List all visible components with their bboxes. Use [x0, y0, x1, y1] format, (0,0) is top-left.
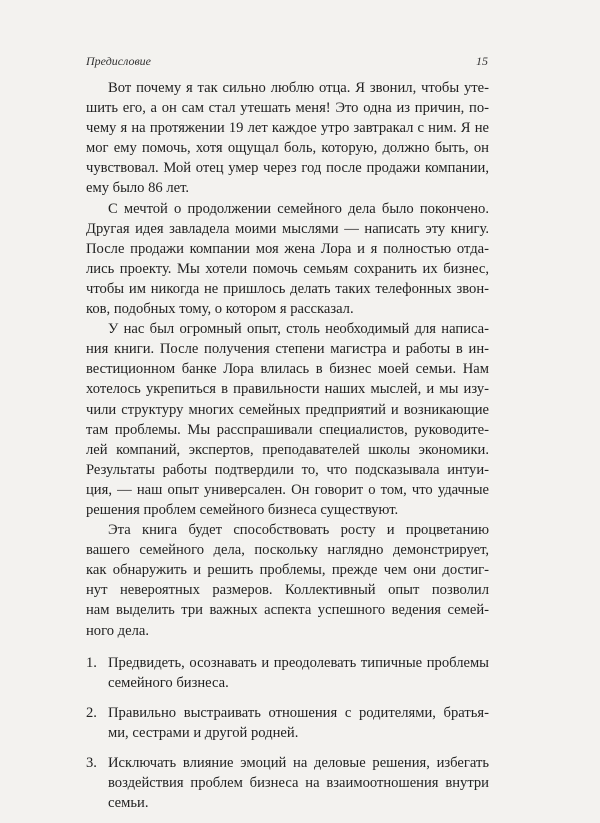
text-line: чтобы им никогда не пришлось делать таких телефонных звон-	[86, 280, 489, 297]
text-line: Вот почему я так сильно люблю отца. Я звонил, чтобы уте-	[108, 80, 489, 96]
text-line: решения проблем семейного бизнеса существуют.	[86, 501, 399, 518]
list-number: 1.	[86, 654, 97, 671]
text-line: ния книги. После получения степени магистра и работы в ин-	[86, 341, 489, 358]
list-item-line: Исключать влияние эмоций на деловые решения, избегать	[108, 755, 489, 771]
paragraphs	[86, 78, 489, 641]
text-line: ему было 86 лет.	[86, 180, 190, 197]
paragraph	[86, 199, 489, 320]
section-title: Предисловие	[86, 54, 152, 68]
list-item-line: воздействия проблем бизнеса на взаимоотношения внутри	[108, 775, 489, 792]
text-line: Эта книга будет способствовать росту и процветанию	[108, 522, 489, 539]
list-item	[86, 703, 489, 743]
paragraph	[86, 78, 489, 199]
list-number: 3.	[86, 755, 97, 771]
paragraph	[86, 319, 489, 520]
list-item	[86, 753, 489, 813]
page-number: 15	[476, 54, 488, 68]
text-line: ков, подобных тому, о котором я рассказал.	[86, 301, 354, 318]
text-line: лись проекту. Мы хотели помочь семьям сохранить их бизнес,	[86, 260, 489, 277]
text-line: чувствовал. Мой отец умер через год после продажи компании,	[86, 160, 489, 177]
text-line: чему я на протяжении 19 лет каждое утро завтракал с ним. Я не	[86, 120, 489, 137]
page-body	[86, 78, 489, 823]
list-item-line: ми, сестрами и другой родней.	[108, 724, 299, 741]
text-line: хотелось укрепиться в правильности наших мыслей, и мы изу-	[86, 381, 489, 398]
list-item	[86, 653, 489, 693]
text-line: шить его, а он сам стал утешать меня! Это одна из причин, по-	[86, 100, 489, 117]
numbered-list	[86, 653, 489, 814]
list-number: 2.	[86, 704, 97, 721]
text-line: ция, — наш опыт универсален. Он говорит о том, что удачные	[86, 481, 489, 498]
text-line: лей компаний, экспертов, преподавателей школы экономики.	[86, 441, 489, 458]
text-line: там проблемы. Мы расспрашивали специалистов, руководите-	[86, 421, 489, 438]
text-line: нам выделить три важных аспекта успешного ведения семей-	[86, 602, 489, 619]
text-line: Другая идея завладела моими мыслями — написать эту книгу.	[86, 220, 489, 237]
text-line: как обнаружить и решить проблемы, прежде чем они достиг-	[86, 562, 489, 579]
running-header	[86, 54, 488, 69]
text-line: У нас был огромный опыт, столь необходимый для написа-	[108, 321, 489, 338]
paragraph	[86, 520, 489, 641]
text-line: чили структуру многих семейных предприятий и возникающие	[86, 401, 489, 418]
list-item-line: Правильно выстраивать отношения с родителями, братья-	[108, 704, 489, 721]
text-line: нут невероятных размеров. Коллективный опыт позволил	[86, 582, 489, 599]
text-line: С мечтой о продолжении семейного дела было покончено.	[108, 200, 489, 217]
text-line: вашего семейного дела, поскольку наглядно демонстрирует,	[86, 542, 489, 559]
text-line: ного дела.	[86, 622, 149, 639]
text-line: мог ему помочь, хотя ощущал боль, которую, должно быть, он	[86, 140, 489, 157]
list-item-line: семейного бизнеса.	[108, 674, 229, 691]
list-item-line: Предвидеть, осознавать и преодолевать типичные проблемы	[108, 654, 489, 671]
text-line: вестиционном банке Лора влилась в бизнес моей семьи. Нам	[86, 361, 489, 378]
list-item-line: семьи.	[108, 795, 149, 812]
text-line: Результаты работы подтвердили то, что подсказывала интуи-	[86, 461, 489, 478]
text-line: После продажи компании моя жена Лора и я полностью отда-	[86, 240, 489, 257]
